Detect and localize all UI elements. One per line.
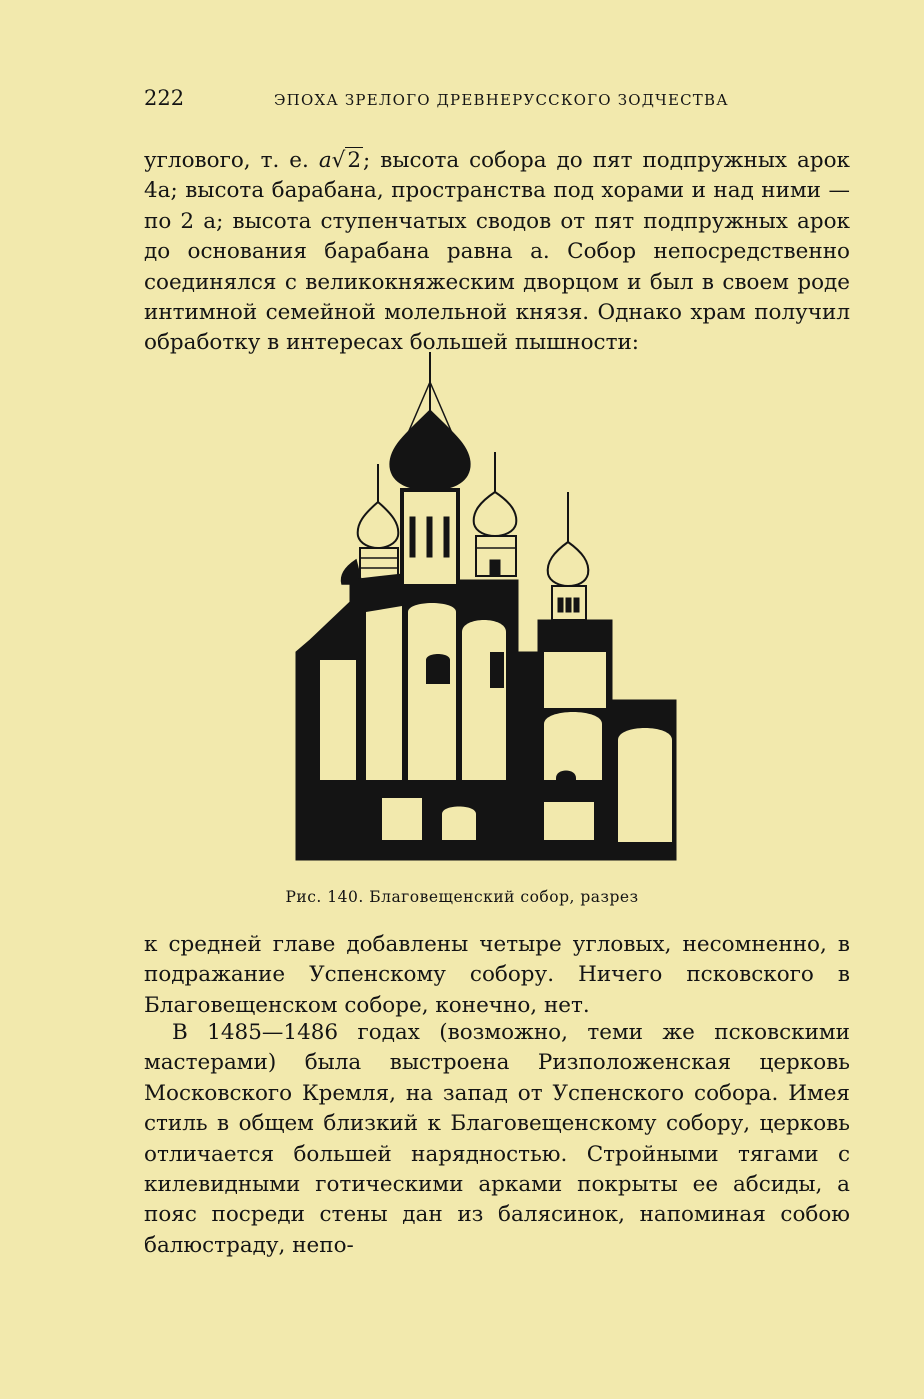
- paragraph-3-text: В 1485—1486 годах (возможно, теми же псковскими мастерами) была выстроена Ризположенская церковь Московского Кремля, на запад от Успенского собора. Имея стиль в общем близкий к Благовещенскому собору, церковь отличается большей нарядностью. Стройными тягами с килевидными готическими арками покрыты ее абсиды, а пояс посреди стены дан из балясинок, напоминая собою балюстраду, непо-: [144, 1020, 850, 1258]
- paragraph-1-lead: углового, т. е.: [144, 148, 319, 173]
- page-header: [144, 86, 844, 116]
- running-title: ЭПОХА ЗРЕЛОГО ДРЕВНЕРУССКОГО ЗОДЧЕСТВА: [274, 91, 729, 109]
- sqrt-symbol: √: [331, 148, 346, 173]
- paragraph-1: [144, 146, 850, 359]
- sqrt-radicand: 2: [347, 148, 362, 173]
- cathedral-section-drawing: [290, 352, 690, 864]
- cathedral-section-figure: [290, 352, 690, 864]
- paragraph-3: [144, 1018, 850, 1261]
- page-number: 222: [144, 86, 185, 110]
- paragraph-1-rest: ; высота собора до пят подпружных арок 4a; высота барабана, пространства под хорами и над ними — по 2 а; высота ступенчатых сводов от пят подпружных арок до основания барабана равна a. Собор непосредственно соединялся с великокняжеским дворцом и был в своем роде интимной семейной молельной князя. Однако храм получил обработку в интересах большей пышности:: [144, 148, 850, 356]
- sqrt-expression: [319, 146, 363, 176]
- paragraph-2: к средней главе добавлены четыре угловых, несомненно, в подражание Успенскому собору. Ничего псковского в Благовещенском соборе, конечно, нет.: [144, 932, 850, 1018]
- figure-caption: Рис. 140. Благовещенский собор, разрез: [285, 888, 639, 906]
- sqrt-base: a: [318, 148, 332, 173]
